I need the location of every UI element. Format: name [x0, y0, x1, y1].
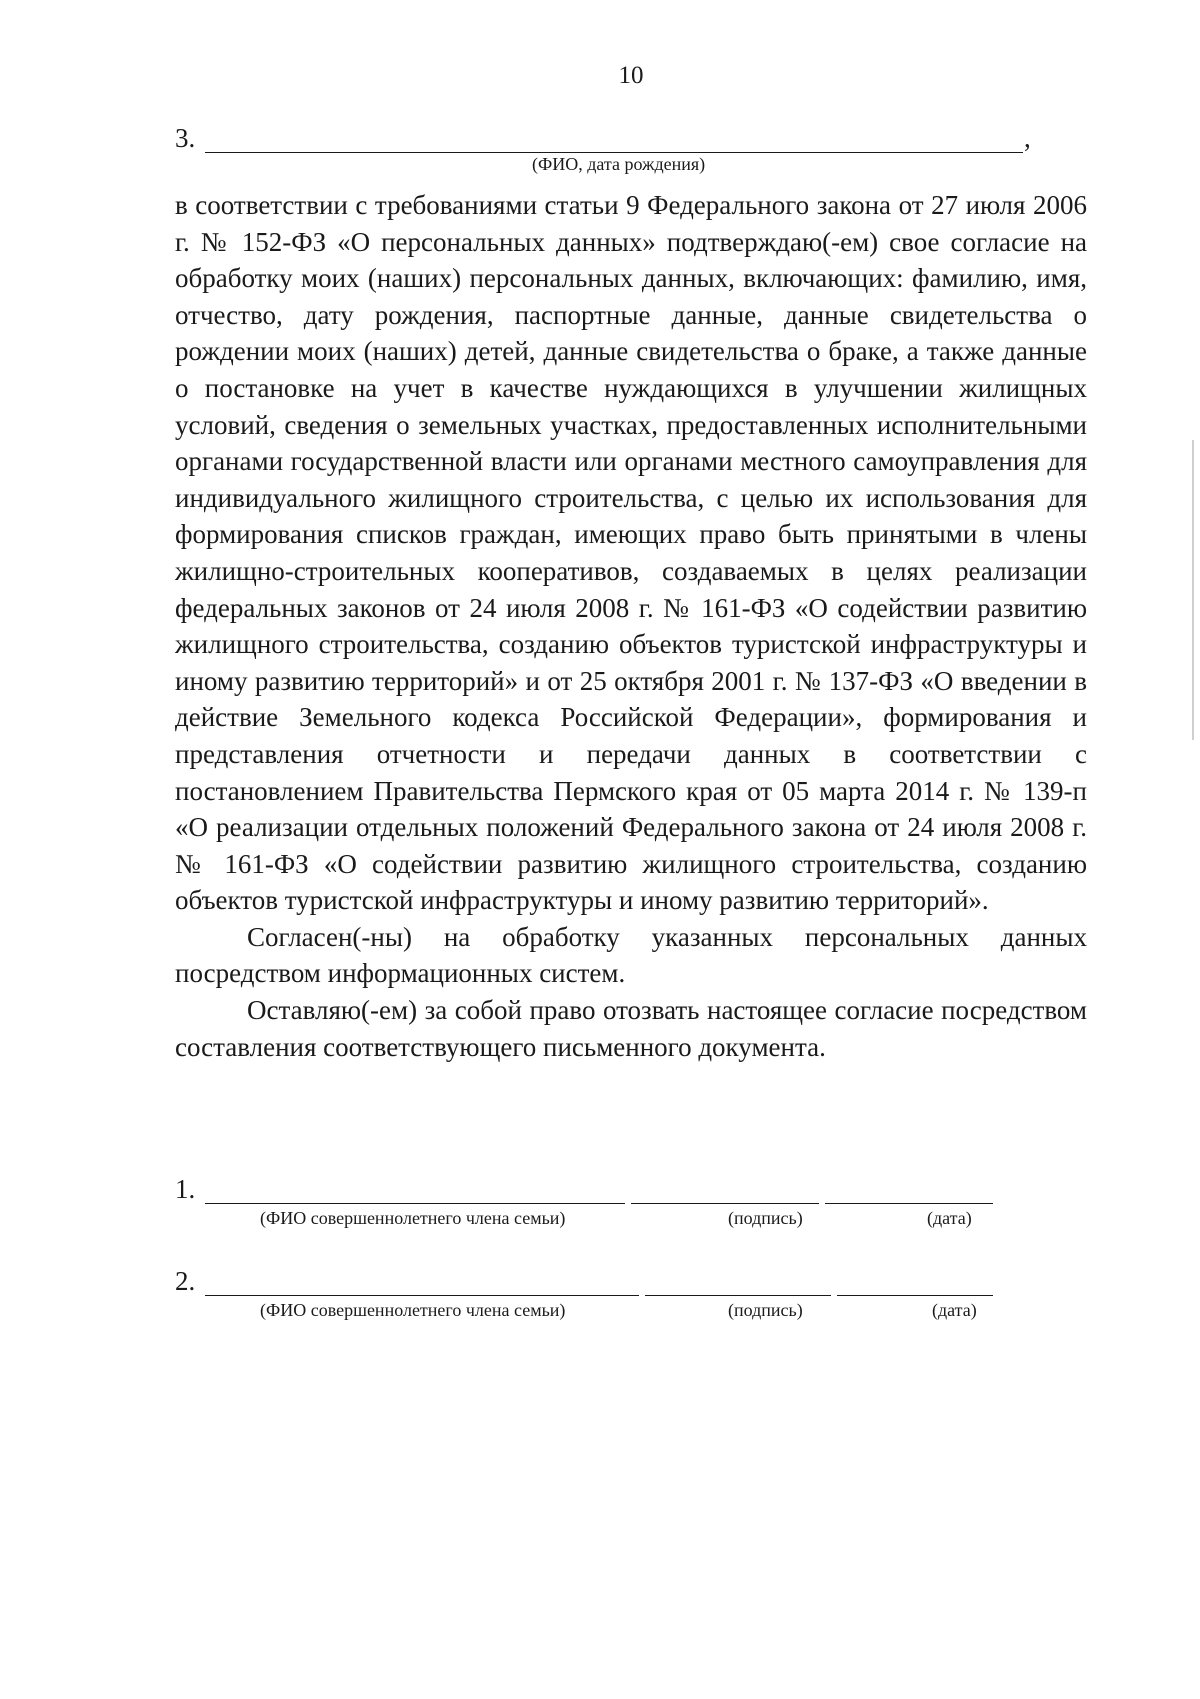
consent-body [175, 187, 1087, 1065]
page-number: 10 [618, 62, 644, 89]
consent-paragraph-3: Оставляю(-ем) за собой право отозвать настоящее согласие посредством составления соответствующего письменного документа. [175, 995, 1087, 1062]
signature-caption: (подпись) [728, 1208, 803, 1228]
item3-caption: (ФИО, дата рождения) [532, 154, 706, 174]
family-member-name-caption: (ФИО совершеннолетнего члена семьи) [260, 1300, 566, 1320]
date-line[interactable] [837, 1266, 993, 1296]
signature-caption: (подпись) [728, 1300, 803, 1320]
item3-number: 3. [175, 123, 196, 153]
consent-paragraph-1: в соответствии с требованиями статьи 9 Федерального закона от 27 июля 2006 г. № 152-ФЗ «О персональных данных» подтверждаю(-ем) свое согласие на обработку моих (наших) персональных данных, включающих: фамилию, имя, отчество, дату рождения, паспортные данные, данные свидетельства о рождении моих (наших) детей, данные свидетельства о браке, а также данные о постановке на учет в качестве нуждающихся в улучшении жилищных условий, сведения о земельных участках, предоставленных исполнительными органами государственной власти или органами местного самоуправления для индивидуального жилищного строительства, с целью их использования для формирования списков граждан, имеющих право быть принятыми в члены жилищно-строительных кооперативов, создаваемых в целях реализации федеральных законов от 24 июля 2008 г. № 161-ФЗ «О содействии развитию жилищного строительства, созданию объектов туристской инфраструктуры и иному развитию территорий» и от 25 октября 2001 г. № 137-ФЗ «О введении в действие Земельного кодекса Российской Федерации», формирования и представления отчетности и передачи данных в соответствии с постановлением Правительства Пермского края от 05 марта 2014 г. № 139-п «О реализации отдельных положений Федерального закона от 24 июля 2008 г. № 161-ФЗ «О содействии развитию жилищного строительства, созданию объектов туристской инфраструктуры и иному развитию территорий». [175, 190, 1087, 916]
signature-row-1 [175, 1174, 1075, 1234]
signature-line[interactable] [645, 1266, 831, 1296]
consent-paragraph-2: Согласен(-ны) на обработку указанных персональных данных посредством информационных систем. [175, 921, 1087, 989]
date-line[interactable] [825, 1174, 993, 1204]
item3-name-line[interactable] [205, 123, 1023, 153]
family-member-name-caption: (ФИО совершеннолетнего члена семьи) [260, 1208, 566, 1228]
item3-comma: , [1024, 123, 1031, 153]
family-member-name-line[interactable] [205, 1266, 639, 1296]
date-caption: (дата) [927, 1208, 972, 1228]
page-edge-shadow [1192, 440, 1194, 740]
signature-row-2 [175, 1266, 1075, 1326]
family-member-name-line[interactable] [205, 1174, 625, 1204]
signature-row-number: 2. [175, 1266, 196, 1296]
signature-row-number: 1. [175, 1174, 196, 1204]
date-caption: (дата) [932, 1300, 977, 1320]
signature-line[interactable] [631, 1174, 819, 1204]
